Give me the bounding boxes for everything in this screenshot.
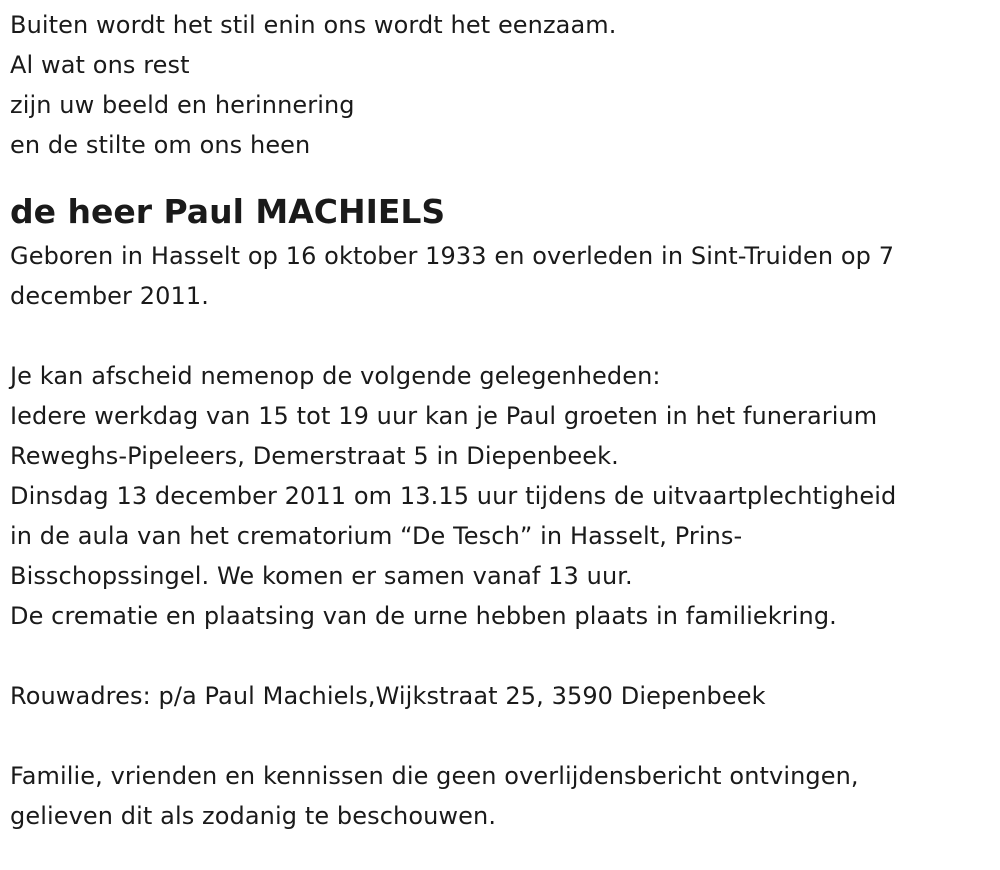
- paragraph-line: Iedere werkdag van 15 tot 19 uur kan je Paul groeten in het funerarium: [10, 402, 878, 430]
- spacer: [10, 316, 995, 356]
- paragraph-line: Je kan afscheid nemenop de volgende gelegenheden:: [10, 362, 661, 390]
- paragraph-line: gelieven dit als zodanig te beschouwen.: [10, 802, 497, 830]
- poem-line: Al wat ons rest: [10, 51, 190, 79]
- obituary-document: [10, 5, 995, 836]
- paragraph-line: Geboren in Hasselt op 16 oktober 1933 en overleden in Sint-Truiden op 7: [10, 242, 895, 270]
- closing-paragraph: [10, 756, 995, 836]
- paragraph-line: Reweghs-Pipeleers, Demerstraat 5 in Diepenbeek.: [10, 442, 619, 470]
- paragraph-line: in de aula van het crematorium “De Tesch” in Hasselt, Prins-: [10, 522, 743, 550]
- paragraph-line: Bisschopssingel. We komen er samen vanaf 13 uur.: [10, 562, 633, 590]
- poem-line: Buiten wordt het stil enin ons wordt het eenzaam.: [10, 11, 617, 39]
- spacer: [10, 716, 995, 756]
- mourning-address: Rouwadres: p/a Paul Machiels,Wijkstraat 25, 3590 Diepenbeek: [10, 682, 766, 710]
- poem-line: zijn uw beeld en herinnering: [10, 91, 355, 119]
- paragraph-line: De crematie en plaatsing van de urne hebben plaats in familiekring.: [10, 602, 837, 630]
- farewell-paragraph: [10, 356, 995, 636]
- deceased-name: de heer Paul MACHIELS: [10, 192, 446, 231]
- poem-line: en de stilte om ons heen: [10, 131, 311, 159]
- spacer: [10, 636, 995, 676]
- spacer: [10, 165, 995, 190]
- poem: [10, 5, 995, 165]
- birth-death-paragraph: [10, 236, 995, 316]
- paragraph-line: Dinsdag 13 december 2011 om 13.15 uur tijdens de uitvaartplechtigheid: [10, 482, 897, 510]
- paragraph-line: Familie, vrienden en kennissen die geen overlijdensbericht ontvingen,: [10, 762, 859, 790]
- paragraph-line: december 2011.: [10, 282, 209, 310]
